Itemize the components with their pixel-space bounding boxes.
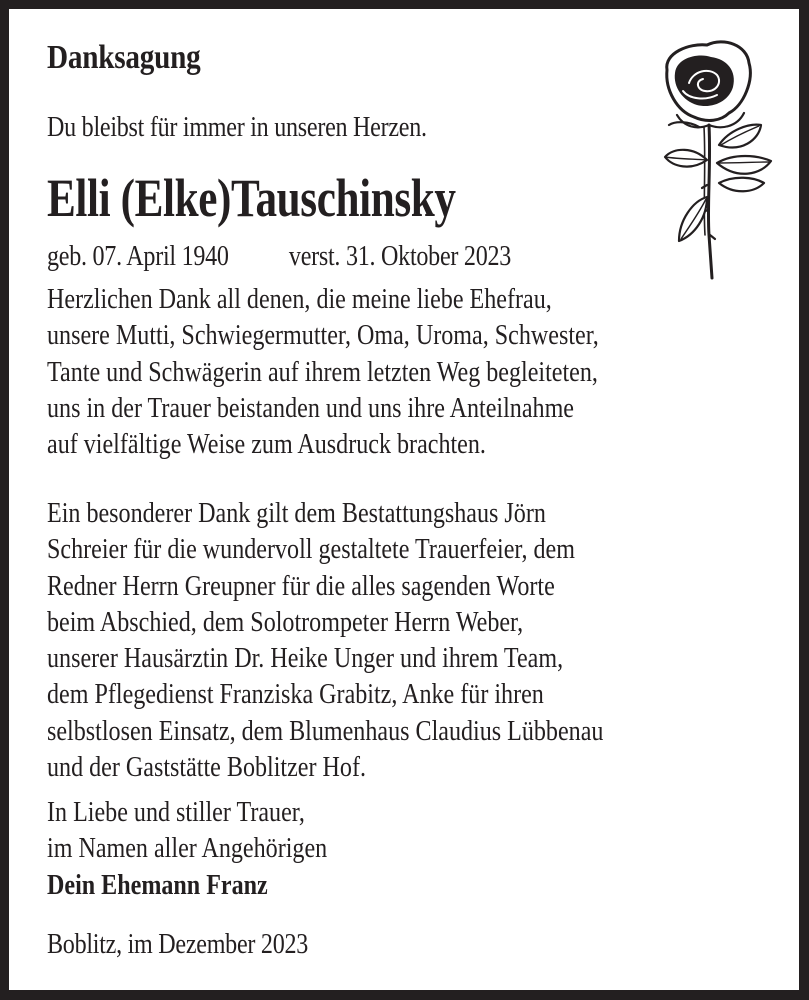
text-line: Tante und Schwägerin auf ihrem letzten Weg begleiteten, bbox=[47, 356, 598, 388]
text-line: Redner Herrn Greupner für die alles sagenden Worte bbox=[47, 570, 555, 602]
text-line: uns in der Trauer beistanden und uns ihre Anteilnahme bbox=[47, 392, 575, 424]
signature: Dein Ehemann Franz bbox=[47, 869, 268, 901]
closing-line: im Namen aller Angehörigen bbox=[47, 833, 328, 865]
text-line: Herzlichen Dank all denen, die meine liebe Ehefrau, bbox=[47, 284, 552, 315]
special-thanks-paragraph bbox=[47, 496, 603, 786]
heading: Danksagung bbox=[47, 39, 201, 76]
text-line: dem Pflegedienst Franziska Grabitz, Anke für ihren bbox=[47, 679, 544, 711]
deceased-name: Elli (Elke)Tauschinsky bbox=[47, 168, 456, 228]
obituary-notice bbox=[9, 9, 799, 990]
rose-icon bbox=[649, 35, 779, 280]
subtitle: Du bleibst für immer in unseren Herzen. bbox=[47, 112, 427, 143]
thanks-paragraph bbox=[47, 282, 599, 463]
text-line: auf vielfältige Weise zum Ausdruck brachten. bbox=[47, 429, 486, 461]
closing-block bbox=[47, 795, 327, 904]
death-date: verst. 31. Oktober 2023 bbox=[288, 241, 512, 272]
birth-date: geb. 07. April 1940 bbox=[47, 241, 229, 272]
text-line: unserer Hausärztin Dr. Heike Unger und ihrem Team, bbox=[47, 643, 564, 675]
text-line: Schreier für die wundervoll gestaltete Trauerfeier, dem bbox=[47, 534, 575, 566]
place-date: Boblitz, im Dezember 2023 bbox=[47, 929, 309, 960]
text-line: unsere Mutti, Schwiegermutter, Oma, Uroma, Schwester, bbox=[47, 320, 599, 352]
life-dates bbox=[47, 241, 511, 273]
text-line: selbstlosen Einsatz, dem Blumenhaus Claudius Lübbenau bbox=[47, 715, 604, 747]
text-line: und der Gaststätte Boblitzer Hof. bbox=[47, 752, 366, 784]
text-line: Ein besonderer Dank gilt dem Bestattungshaus Jörn bbox=[47, 498, 546, 529]
text-line: beim Abschied, dem Solotrompeter Herrn Weber, bbox=[47, 606, 524, 638]
closing-line: In Liebe und stiller Trauer, bbox=[47, 797, 305, 828]
